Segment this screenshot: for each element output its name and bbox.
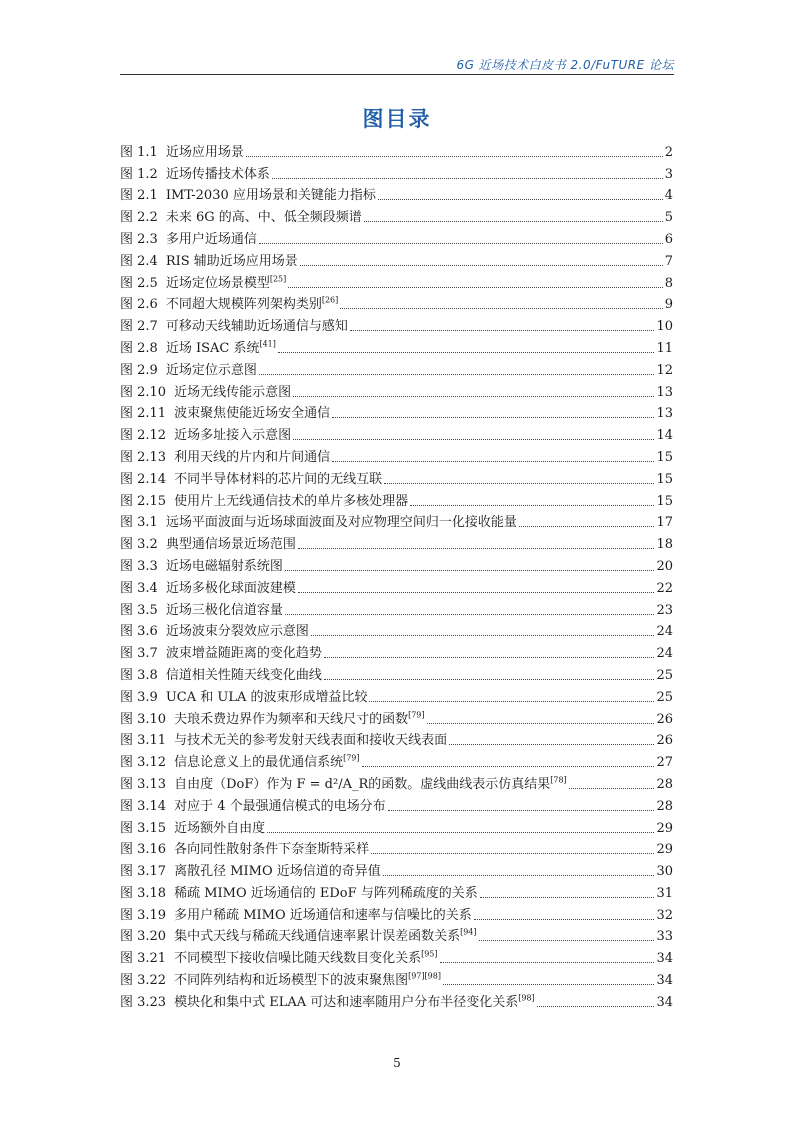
figure-caption-text: 不同模型下接收信噪比随天线数目变化关系 xyxy=(174,951,422,967)
dot-leader xyxy=(383,875,655,876)
dot-leader xyxy=(272,178,663,179)
page-ref: 26 xyxy=(656,733,673,749)
figure-caption xyxy=(158,363,257,379)
figure-caption xyxy=(158,297,338,313)
page-ref: 29 xyxy=(656,842,673,858)
figure-caption xyxy=(166,777,567,793)
figure-caption-text: 不同超大规模阵列架构类别 xyxy=(165,297,322,313)
page-ref: 25 xyxy=(656,689,673,705)
figure-caption xyxy=(158,515,517,531)
citation-ref: [79] xyxy=(408,710,425,720)
dot-leader xyxy=(449,744,654,745)
dot-leader xyxy=(259,374,655,375)
page-ref: 27 xyxy=(656,755,673,771)
page-number: 5 xyxy=(393,1056,401,1070)
toc-entry[interactable] xyxy=(120,335,673,357)
dot-leader xyxy=(371,853,654,854)
toc-entry[interactable] xyxy=(120,204,673,226)
toc-entry[interactable] xyxy=(120,139,673,161)
dot-leader xyxy=(569,788,655,789)
figure-caption-text: 离散孔径 MIMO 近场信道的奇异值 xyxy=(174,864,381,880)
toc-entry[interactable] xyxy=(120,161,673,183)
toc-entry[interactable] xyxy=(120,531,673,553)
figure-caption xyxy=(158,581,296,597)
figure-number: 图 3.18 xyxy=(120,885,167,901)
toc-entry[interactable] xyxy=(120,771,673,793)
figure-caption xyxy=(166,973,441,989)
page-ref: 5 xyxy=(664,210,673,226)
dot-leader xyxy=(300,265,663,266)
figure-number: 图 3.2 xyxy=(120,537,158,553)
figure-caption xyxy=(166,755,359,771)
dot-leader xyxy=(443,984,655,985)
figure-caption-text: 信道相关性随天线变化曲线 xyxy=(165,667,322,683)
toc-entry[interactable] xyxy=(120,270,673,292)
dot-leader xyxy=(427,723,655,724)
figure-caption xyxy=(166,712,424,728)
dot-leader xyxy=(388,810,655,811)
figure-caption xyxy=(166,842,369,858)
figure-caption xyxy=(166,494,408,510)
figure-caption-text: 集中式天线与稀疏天线通信速率累计误差函数关系 xyxy=(174,929,461,945)
figure-number: 图 2.4 xyxy=(120,253,158,269)
figure-number: 图 1.2 xyxy=(120,166,158,182)
figure-number: 图 3.21 xyxy=(120,951,167,967)
figure-caption-text: 夫琅禾费边界作为频率和天线尺寸的函数 xyxy=(174,711,409,727)
figure-number: 图 3.13 xyxy=(120,776,167,792)
figure-number: 图 2.12 xyxy=(120,428,167,444)
toc-entry[interactable] xyxy=(120,706,673,728)
figure-caption-text: 与技术无关的参考发射天线表面和接收天线表面 xyxy=(174,733,448,749)
page-ref: 7 xyxy=(664,253,673,269)
dot-leader xyxy=(340,308,662,309)
figure-number: 图 3.23 xyxy=(120,994,167,1010)
toc-entry[interactable] xyxy=(120,967,673,989)
page-ref: 10 xyxy=(656,319,673,335)
page-ref: 8 xyxy=(664,275,673,291)
figure-number: 图 2.3 xyxy=(120,231,158,247)
figure-caption-text: 稀疏 MIMO 近场通信的 EDoF 与阵列稀疏度的关系 xyxy=(174,885,478,901)
dot-leader xyxy=(350,330,655,331)
figure-number: 图 2.1 xyxy=(120,188,158,204)
toc-entry[interactable] xyxy=(120,728,673,750)
page-ref: 34 xyxy=(656,994,673,1010)
figure-number: 图 2.10 xyxy=(120,384,167,400)
toc-entry[interactable] xyxy=(120,226,673,248)
page-ref: 17 xyxy=(656,515,673,531)
figure-number: 图 2.7 xyxy=(120,319,158,335)
figure-caption xyxy=(158,341,276,357)
figure-number: 图 3.20 xyxy=(120,929,167,945)
page-ref: 11 xyxy=(656,340,673,356)
toc-entry[interactable] xyxy=(120,619,673,641)
figure-caption xyxy=(158,603,283,619)
figure-caption-text: 自由度（DoF）作为 F = d²/A_R的函数。虚线曲线表示仿真结果 xyxy=(174,776,551,792)
figure-number: 图 3.17 xyxy=(120,864,167,880)
figure-number: 图 1.1 xyxy=(120,144,158,160)
toc-entry[interactable] xyxy=(120,313,673,335)
figure-caption xyxy=(166,886,478,902)
dot-leader xyxy=(293,439,654,440)
page-ref: 34 xyxy=(656,951,673,967)
figure-caption-text: 各向同性散射条件下奈奎斯特采样 xyxy=(174,842,370,858)
figure-number: 图 3.12 xyxy=(120,755,167,771)
toc-entry[interactable] xyxy=(120,989,673,1011)
figure-number: 图 3.8 xyxy=(120,667,158,683)
page-ref: 6 xyxy=(664,231,673,247)
figure-caption xyxy=(158,232,257,248)
figure-caption-text: 近场应用场景 xyxy=(165,144,244,160)
toc-entry[interactable] xyxy=(120,793,673,815)
toc-entry[interactable] xyxy=(120,902,673,924)
figure-caption-text: 信息论意义上的最优通信系统 xyxy=(174,755,344,771)
toc-entry[interactable] xyxy=(120,597,673,619)
figure-number: 图 2.11 xyxy=(120,406,167,422)
toc-entry[interactable] xyxy=(120,945,673,967)
toc-entry[interactable] xyxy=(120,640,673,662)
dot-leader xyxy=(480,897,655,898)
citation-ref: [97][98] xyxy=(408,971,441,981)
figure-number: 图 3.15 xyxy=(120,820,167,836)
figure-caption-text: 未来 6G 的高、中、低全频段频谱 xyxy=(165,210,362,226)
toc-entry[interactable] xyxy=(120,466,673,488)
dot-leader xyxy=(332,461,654,462)
dot-leader xyxy=(285,614,655,615)
page-ref: 2 xyxy=(664,144,673,160)
page-ref: 13 xyxy=(656,384,673,400)
page-ref: 24 xyxy=(656,646,673,662)
page-ref: 14 xyxy=(656,428,673,444)
dot-leader xyxy=(293,396,654,397)
figure-number: 图 2.14 xyxy=(120,471,167,487)
figure-caption xyxy=(158,646,322,662)
figure-list xyxy=(120,139,673,1011)
figure-number: 图 2.8 xyxy=(120,340,158,356)
figure-caption-text: 典型通信场景近场范围 xyxy=(165,537,296,553)
dot-leader xyxy=(378,199,663,200)
figure-caption-text: IMT-2030 应用场景和关键能力指标 xyxy=(165,188,376,204)
figure-number: 图 3.14 xyxy=(120,798,167,814)
figure-number: 图 3.9 xyxy=(120,689,158,705)
figure-caption-text: UCA 和 ULA 的波束形成增益比较 xyxy=(165,689,368,705)
figure-number: 图 3.1 xyxy=(120,515,158,531)
dot-leader xyxy=(364,221,663,222)
toc-entry[interactable] xyxy=(120,837,673,859)
citation-ref: [95] xyxy=(421,949,438,959)
page-ref: 13 xyxy=(656,406,673,422)
page-ref: 22 xyxy=(656,580,673,596)
page-ref: 12 xyxy=(656,362,673,378)
figure-caption xyxy=(166,821,265,837)
figure-caption-text: 波束聚焦使能近场安全通信 xyxy=(174,406,331,422)
figure-number: 图 2.6 xyxy=(120,297,158,313)
figure-caption-text: 近场三极化信道容量 xyxy=(165,602,283,618)
figure-number: 图 3.4 xyxy=(120,580,158,596)
figure-number: 图 3.6 xyxy=(120,624,158,640)
dot-leader xyxy=(410,505,654,506)
figure-caption-text: 近场波束分裂效应示意图 xyxy=(165,624,309,640)
figure-caption xyxy=(166,428,291,444)
figure-number: 图 3.11 xyxy=(120,733,167,749)
page-ref: 23 xyxy=(656,602,673,618)
figure-number: 图 2.5 xyxy=(120,275,158,291)
page-ref: 28 xyxy=(656,798,673,814)
page-ref: 15 xyxy=(656,493,673,509)
page-ref: 15 xyxy=(656,471,673,487)
page-ref: 9 xyxy=(664,297,673,313)
dot-leader xyxy=(267,832,654,833)
figure-caption-text: 近场 ISAC 系统 xyxy=(165,340,260,356)
figure-caption-text: 模块化和集中式 ELAA 可达和速率随用户分布半径变化关系 xyxy=(174,994,519,1010)
toc-entry[interactable] xyxy=(120,488,673,510)
figure-caption-text: 波束增益随距离的变化趋势 xyxy=(165,646,322,662)
toc-entry[interactable] xyxy=(120,575,673,597)
header-rule xyxy=(120,74,674,75)
figure-caption xyxy=(158,210,362,226)
page-ref: 25 xyxy=(656,667,673,683)
dot-leader xyxy=(384,483,654,484)
toc-entry[interactable] xyxy=(120,422,673,444)
citation-ref: [26] xyxy=(321,296,339,306)
page-ref: 29 xyxy=(656,820,673,836)
figure-caption xyxy=(158,276,286,292)
dot-leader xyxy=(298,592,655,593)
figure-caption-text: 多用户稀疏 MIMO 近场通信和速率与信噪比的关系 xyxy=(174,907,472,923)
figure-caption-text: 近场传播技术体系 xyxy=(165,166,270,182)
page-title: 图目录 xyxy=(362,107,432,131)
figure-caption-text: 使用片上无线通信技术的单片多核处理器 xyxy=(174,493,409,509)
figure-number: 图 2.9 xyxy=(120,362,158,378)
page-ref: 33 xyxy=(656,929,673,945)
figure-caption-text: 远场平面波面与近场球面波面及对应物理空间归一化接收能量 xyxy=(165,515,517,531)
page-ref: 32 xyxy=(656,907,673,923)
dot-leader xyxy=(288,287,662,288)
toc-entry[interactable] xyxy=(120,357,673,379)
figure-caption xyxy=(166,864,381,880)
page-ref: 18 xyxy=(656,537,673,553)
toc-entry[interactable] xyxy=(120,248,673,270)
dot-leader xyxy=(278,352,655,353)
citation-ref: [94] xyxy=(460,928,477,938)
page-ref: 30 xyxy=(656,864,673,880)
dot-leader xyxy=(362,766,655,767)
toc-entry[interactable] xyxy=(120,379,673,401)
figure-number: 图 3.16 xyxy=(120,842,167,858)
page-ref: 31 xyxy=(656,885,673,901)
dot-leader xyxy=(369,701,654,702)
figure-caption-text: 近场多极化球面波建模 xyxy=(165,580,296,596)
toc-entry[interactable] xyxy=(120,183,673,205)
page-ref: 20 xyxy=(656,558,673,574)
toc-entry[interactable] xyxy=(120,662,673,684)
dot-leader xyxy=(246,156,663,157)
figure-caption xyxy=(158,690,368,706)
dot-leader xyxy=(332,417,654,418)
page-ref: 26 xyxy=(656,711,673,727)
figure-caption-text: RIS 辅助近场应用场景 xyxy=(165,253,298,269)
dot-leader xyxy=(519,526,655,527)
figure-caption-text: 近场无线传能示意图 xyxy=(174,384,292,400)
figure-caption-text: 近场定位示意图 xyxy=(165,362,257,378)
figure-caption xyxy=(158,145,244,161)
dot-leader xyxy=(259,243,663,244)
figure-caption-text: 近场多址接入示意图 xyxy=(174,428,292,444)
figure-number: 图 2.2 xyxy=(120,210,158,226)
figure-caption xyxy=(158,624,309,640)
figure-number: 图 3.7 xyxy=(120,646,158,662)
dot-leader xyxy=(311,635,655,636)
figure-caption xyxy=(166,385,291,401)
figure-caption xyxy=(166,406,330,422)
figure-caption-text: 利用天线的片内和片间通信 xyxy=(174,449,331,465)
figure-caption xyxy=(166,799,386,815)
citation-ref: [25] xyxy=(269,274,287,284)
figure-caption xyxy=(158,167,270,183)
figure-number: 图 3.10 xyxy=(120,711,167,727)
page-ref: 15 xyxy=(656,449,673,465)
citation-ref: [78] xyxy=(550,775,567,785)
dot-leader xyxy=(474,919,655,920)
figure-caption xyxy=(158,559,283,575)
dot-leader xyxy=(440,962,655,963)
figure-caption xyxy=(166,908,472,924)
page-ref: 3 xyxy=(664,166,673,182)
figure-caption xyxy=(166,929,476,945)
figure-caption xyxy=(166,951,437,967)
dot-leader xyxy=(324,657,655,658)
figure-number: 图 2.15 xyxy=(120,493,167,509)
dot-leader xyxy=(298,548,655,549)
figure-caption xyxy=(158,319,348,335)
page-ref: 4 xyxy=(664,188,673,204)
figure-caption-text: 近场定位场景模型 xyxy=(165,275,270,291)
toc-entry[interactable] xyxy=(120,444,673,466)
figure-number: 图 2.13 xyxy=(120,449,167,465)
figure-caption xyxy=(166,733,447,749)
figure-caption xyxy=(166,450,330,466)
toc-entry[interactable] xyxy=(120,553,673,575)
toc-entry[interactable] xyxy=(120,749,673,771)
toc-entry[interactable] xyxy=(120,815,673,837)
figure-number: 图 3.5 xyxy=(120,602,158,618)
running-header: 6G 近场技术白皮书 2.0/FuTURE 论坛 xyxy=(456,58,674,72)
figure-caption-text: 对应于 4 个最强通信模式的电场分布 xyxy=(174,798,386,814)
page-ref: 28 xyxy=(656,776,673,792)
dot-leader xyxy=(537,1006,655,1007)
toc-entry[interactable] xyxy=(120,880,673,902)
figure-caption-text: 不同阵列结构和近场模型下的波束聚焦图 xyxy=(174,973,409,989)
figure-number: 图 3.22 xyxy=(120,973,167,989)
toc-entry[interactable] xyxy=(120,510,673,532)
page-ref: 24 xyxy=(656,624,673,640)
figure-caption-text: 近场电磁辐射系统图 xyxy=(165,558,283,574)
figure-caption xyxy=(158,668,322,684)
dot-leader xyxy=(324,679,655,680)
citation-ref: [41] xyxy=(259,339,276,349)
figure-number: 图 3.19 xyxy=(120,907,167,923)
citation-ref: [98] xyxy=(518,993,535,1003)
toc-entry[interactable] xyxy=(120,292,673,314)
toc-entry[interactable] xyxy=(120,858,673,880)
toc-entry[interactable] xyxy=(120,924,673,946)
figure-caption xyxy=(166,995,535,1011)
citation-ref: [79] xyxy=(343,753,360,763)
toc-entry[interactable] xyxy=(120,684,673,706)
figure-number: 图 3.3 xyxy=(120,558,158,574)
figure-caption-text: 近场额外自由度 xyxy=(174,820,266,836)
page-ref: 34 xyxy=(656,973,673,989)
toc-entry[interactable] xyxy=(120,401,673,423)
figure-caption-text: 可移动天线辅助近场通信与感知 xyxy=(165,319,348,335)
figure-caption xyxy=(166,472,382,488)
figure-caption-text: 不同半导体材料的芯片间的无线互联 xyxy=(174,471,383,487)
figure-caption xyxy=(158,254,298,270)
figure-caption xyxy=(158,188,376,204)
dot-leader xyxy=(479,940,655,941)
figure-caption xyxy=(158,537,296,553)
figure-caption-text: 多用户近场通信 xyxy=(165,231,257,247)
dot-leader xyxy=(285,570,655,571)
